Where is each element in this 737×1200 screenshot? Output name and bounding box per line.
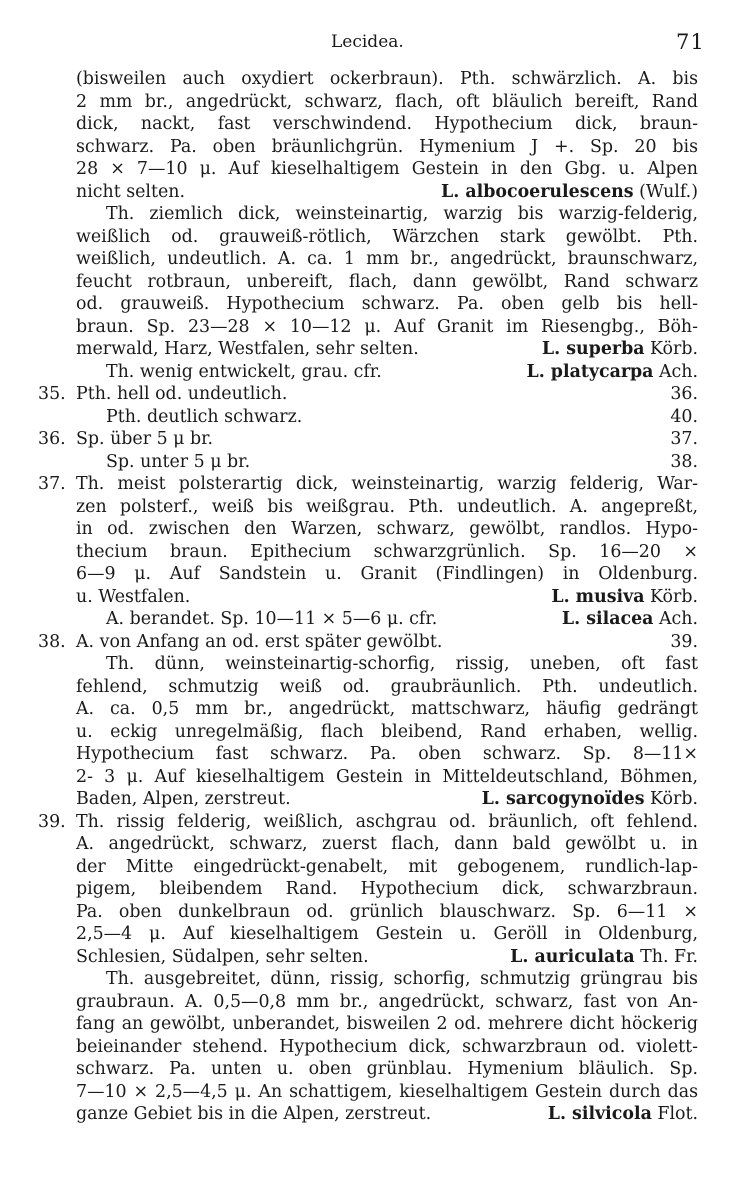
line-body: u. Westfalen. (76, 586, 191, 607)
line-body: merwald, Harz, Westfalen, sehr selten. (76, 339, 419, 359)
line-text (76, 878, 698, 901)
text-line (38, 856, 698, 879)
line-body: Baden, Alpen, zerstreut. (76, 789, 291, 809)
line-text (106, 406, 638, 429)
text-line (38, 496, 698, 519)
line-body: Th. dünn, weinsteinartig-schorfig, rissig, uneben, oft fast (106, 654, 698, 674)
text-line (38, 586, 698, 609)
species-name: L. silacea (561, 609, 654, 629)
line-text (76, 68, 698, 91)
text-line (38, 136, 698, 159)
species-reference (562, 608, 698, 631)
text-line (38, 406, 698, 429)
line-text (76, 316, 698, 339)
couplet-reference: 39. (670, 631, 698, 652)
species-reference (510, 946, 698, 969)
text-line (38, 541, 698, 564)
line-text (76, 428, 638, 451)
page-number: 71 (676, 30, 705, 54)
line-text (76, 1103, 698, 1126)
line-text (76, 563, 698, 586)
text-line (38, 473, 698, 496)
couplet-number: 37. (38, 474, 66, 494)
text-line (38, 293, 698, 316)
line-text (76, 473, 698, 496)
text-line (38, 203, 698, 226)
key-text-body (38, 68, 698, 1126)
text-line (38, 833, 698, 856)
line-text (76, 923, 698, 946)
species-reference (526, 361, 698, 384)
line-body: Sp. über 5 μ br. (76, 429, 214, 449)
couplet-reference: 38. (670, 451, 698, 472)
line-text (76, 856, 698, 879)
line-text (76, 721, 698, 744)
text-line (38, 991, 698, 1014)
running-title: Lecidea. (331, 32, 404, 52)
species-name: L. albocoerulescens (441, 181, 634, 202)
text-line (38, 653, 698, 676)
text-line (38, 1103, 698, 1126)
couplet-reference: 37. (670, 429, 698, 449)
line-body: Sp. unter 5 μ br. (106, 451, 251, 472)
text-line (38, 428, 698, 451)
species-author: Ach. (658, 609, 698, 629)
line-body: weißlich od. grauweiß-rötlich, Wärzchen stark gewölbt. Pth. (76, 226, 698, 247)
text-line (38, 766, 698, 789)
line-body: in od. zwischen den Warzen, schwarz, gewölbt, randlos. Hypo- (76, 519, 698, 539)
line-body: 2,5—4 μ. Auf kieselhaltigem Gestein u. Geröll in Oldenburg, (76, 924, 698, 944)
line-body: 6—9 μ. Auf Sandstein u. Granit (Findlingen) in Oldenburg. (76, 564, 698, 584)
line-body: Schlesien, Südalpen, sehr selten. (76, 946, 369, 967)
line-body: fehlend, schmutzig weiß od. graubräunlich. Pth. undeutlich. (76, 676, 698, 697)
text-line (38, 316, 698, 339)
line-text (76, 496, 698, 519)
line-text (106, 608, 698, 631)
species-author: Ach. (658, 361, 698, 382)
species-name: L. musiva (551, 586, 645, 607)
species-name: L. auriculata (510, 946, 635, 967)
line-body: schwarz. Pa. unten u. oben grünblau. Hymenium bläulich. Sp. (76, 1059, 698, 1079)
line-text (76, 676, 698, 699)
text-line (38, 361, 698, 384)
line-text (106, 451, 638, 474)
line-body: 2- 3 μ. Auf kieselhaltigem Gestein in Mitteldeutschland, Böhmen, (76, 766, 698, 787)
line-body: A. angedrückt, schwarz, zuerst flach, dann bald gewölbt u. in (76, 834, 698, 854)
line-text (76, 788, 698, 811)
line-body: weißlich, undeutlich. A. ca. 1 mm br., angedrückt, braunschwarz, (76, 249, 698, 269)
line-text (76, 518, 698, 541)
line-body: dick, nackt, fast verschwindend. Hypothecium dick, braun- (76, 114, 698, 134)
species-name: L. silvicola (547, 1104, 652, 1124)
text-line (38, 811, 698, 834)
line-body: Pa. oben dunkelbraun od. grünlich blauschwarz. Sp. 6—11 × (76, 901, 698, 922)
text-line (38, 901, 698, 924)
line-body: u. eckig unregelmäßig, flach bleibend, Rand erhaben, wellig. (76, 721, 698, 742)
line-body: (bisweilen auch oxydiert ockerbraun). Pth. schwärzlich. A. bis (76, 69, 698, 89)
text-line (38, 631, 698, 654)
species-author: Körb. (650, 586, 698, 607)
text-line (38, 743, 698, 766)
couplet-number: 39. (38, 811, 66, 832)
line-body: 2 mm br., angedrückt, schwarz, flach, oft bläulich bereift, Rand (76, 91, 698, 112)
species-reference (551, 586, 698, 609)
species-author: Th. Fr. (640, 946, 698, 967)
line-body: beieinander stehend. Hypothecium dick, schwarzbraun od. violett- (76, 1036, 698, 1057)
species-author: Körb. (650, 789, 698, 809)
line-text (76, 136, 698, 159)
text-line (38, 721, 698, 744)
couplet-reference: 40. (670, 406, 698, 427)
line-body: schwarz. Pa. oben bräunlichgrün. Hymenium J +. Sp. 20 bis (76, 136, 698, 157)
text-line (38, 923, 698, 946)
line-body: Hypothecium fast schwarz. Pa. oben schwarz. Sp. 8—11× (76, 744, 698, 764)
text-line (38, 878, 698, 901)
line-text (76, 946, 698, 969)
line-text (76, 383, 638, 406)
line-body: feucht rotbraun, unbereift, flach, dann gewölbt, Rand schwarz (76, 271, 698, 292)
line-text (76, 766, 698, 789)
line-body: A. ca. 0,5 mm br., angedrückt, mattschwarz, häufig gedrängt (76, 699, 698, 719)
line-body: pigem, bleibendem Rand. Hypothecium dick, schwarzbraun. (76, 879, 698, 899)
line-body: nicht selten. (76, 181, 186, 202)
text-line (38, 451, 698, 474)
text-line (38, 1013, 698, 1036)
text-line (38, 271, 698, 294)
line-text (76, 338, 698, 361)
line-text (76, 1058, 698, 1081)
text-line (38, 338, 698, 361)
line-body: od. grauweiß. Hypothecium schwarz. Pa. oben gelb bis hell- (76, 294, 698, 314)
line-text (76, 226, 698, 249)
line-text (76, 1036, 698, 1059)
line-text (106, 968, 698, 991)
text-line (38, 608, 698, 631)
text-line (38, 518, 698, 541)
line-body: Th. meist polsterartig dick, weinsteinartig, warzig felderig, War- (76, 474, 698, 494)
line-body: braun. Sp. 23—28 × 10—12 μ. Auf Granit im Riesengbg., Böh- (76, 316, 698, 337)
line-text (76, 541, 698, 564)
line-text (106, 203, 698, 226)
line-text (76, 181, 698, 204)
line-text (76, 586, 698, 609)
line-text (76, 248, 698, 271)
line-text (76, 631, 638, 654)
line-body: Pth. deutlich schwarz. (106, 406, 303, 427)
line-body: Th. ziemlich dick, weinsteinartig, warzig bis warzig-felderig, (106, 204, 698, 224)
line-text (106, 361, 698, 384)
line-text (76, 91, 698, 114)
line-text (76, 743, 698, 766)
text-line (38, 91, 698, 114)
text-line (38, 676, 698, 699)
line-body: thecium braun. Epithecium schwarzgrünlich. Sp. 16—20 × (76, 541, 698, 562)
text-line (38, 1058, 698, 1081)
text-line (38, 248, 698, 271)
line-body: A. berandet. Sp. 10—11 × 5—6 μ. cfr. (106, 609, 438, 629)
line-text (76, 271, 698, 294)
couplet-number: 38. (38, 631, 66, 652)
line-body: ganze Gebiet bis in die Alpen, zerstreut. (76, 1104, 432, 1124)
text-line (38, 158, 698, 181)
line-text (106, 653, 698, 676)
line-body: Th. wenig entwickelt, grau. cfr. (106, 361, 382, 382)
species-reference (548, 1103, 698, 1126)
line-text (76, 833, 698, 856)
couplet-number: 35. (38, 384, 66, 404)
line-body: 28 × 7—10 μ. Auf kieselhaltigem Gestein in den Gbg. u. Alpen (76, 159, 698, 179)
text-line (38, 181, 698, 204)
line-body: Th. rissig felderig, weißlich, aschgrau od. bräunlich, oft fehlend. (76, 811, 698, 832)
text-line (38, 1036, 698, 1059)
line-body: zen polsterf., weiß bis weißgrau. Pth. undeutlich. A. angepreßt, (76, 496, 698, 517)
line-text (76, 991, 698, 1014)
text-line (38, 698, 698, 721)
text-line (38, 383, 698, 406)
species-author: Körb. (650, 339, 698, 359)
couplet-number: 36. (38, 429, 66, 449)
line-body: Th. ausgebreitet, dünn, rissig, schorfig, schmutzig grüngrau bis (106, 969, 698, 989)
line-body: der Mitte eingedrückt-genabelt, mit gebogenem, rundlich-lap- (76, 856, 698, 877)
line-text (76, 293, 698, 316)
text-line (38, 563, 698, 586)
text-line (38, 226, 698, 249)
species-reference (542, 338, 698, 361)
species-reference (482, 788, 698, 811)
species-name: L. superba (541, 339, 645, 359)
species-author: Flot. (657, 1104, 698, 1124)
line-text (76, 158, 698, 181)
line-body: graubraun. A. 0,5—0,8 mm br., angedrückt, schwarz, fast von An- (76, 991, 698, 1012)
line-body: Pth. hell od. undeutlich. (76, 384, 288, 404)
species-name: L. sarcogynoïdes (481, 789, 645, 809)
text-line (38, 788, 698, 811)
line-text (76, 1013, 698, 1036)
line-body: A. von Anfang an od. erst später gewölbt. (76, 631, 443, 652)
line-text (76, 698, 698, 721)
text-line (38, 968, 698, 991)
running-header (0, 32, 737, 58)
line-text (76, 901, 698, 924)
line-text (76, 811, 698, 834)
species-author: (Wulf.) (639, 181, 698, 202)
line-text (76, 1081, 698, 1104)
line-text (76, 113, 698, 136)
line-body: fang an gewölbt, unberandet, bisweilen 2 od. mehrere dicht höckerig (76, 1014, 698, 1034)
text-line (38, 946, 698, 969)
couplet-reference: 36. (670, 384, 698, 404)
text-line (38, 68, 698, 91)
text-line (38, 1081, 698, 1104)
text-line (38, 113, 698, 136)
species-reference (441, 181, 698, 204)
line-body: 7—10 × 2,5—4,5 μ. An schattigem, kieselhaltigem Gestein durch das (76, 1081, 698, 1102)
species-name: L. platycarpa (526, 361, 654, 382)
